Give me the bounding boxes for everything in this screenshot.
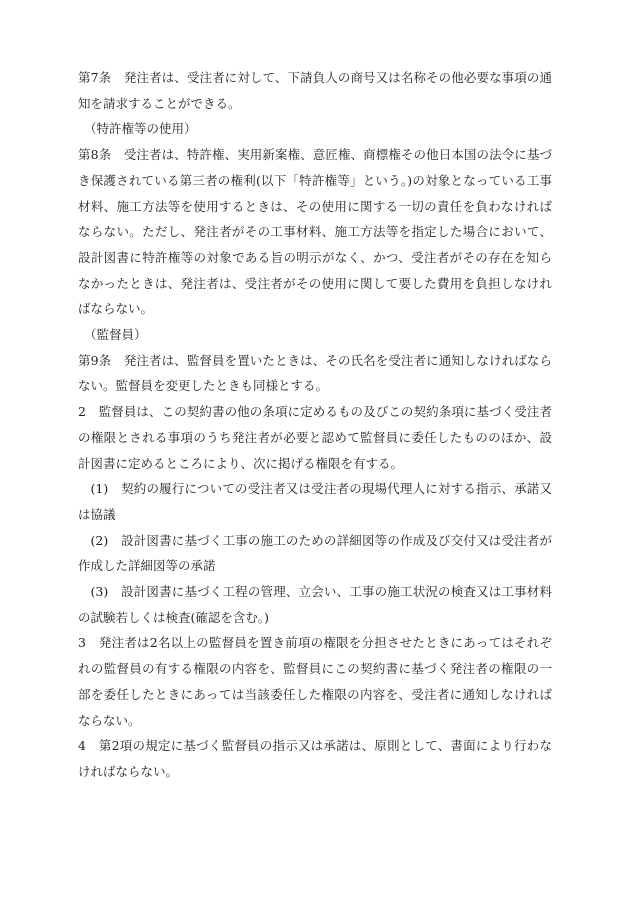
article-9-paragraph-2: 2 監督員は、この契約書の他の条項に定めるもの及びこの契約条項に基づく受注者の権限とされる事項のうち発注者が必要と認めて監督員に委任したもののほか、設計図書に定めるところにより、次に掲げる権限を有する。 bbox=[78, 404, 552, 471]
article-7-text: 第7条 発注者は、受注者に対して、下請負人の商号又は名称その他必要な事項の通知を請求することができる。 bbox=[78, 70, 552, 111]
article-9-paragraph-3: 3 発注者は2名以上の監督員を置き前項の権限を分担させたときにあってはそれぞれの監督員の有する権限の内容を、監督員にこの契約書に基づく発注者の権限の一部を委任したときにあっては当該委任した権限の内容を、受注者に通知しなければならない。 bbox=[78, 635, 552, 728]
article-9-item-3: (3) 設計図書に基づく工程の管理、立会い、工事の施工状況の検査又は工事材料の試験若しくは検査(確認を含む。) bbox=[78, 584, 552, 625]
article-9-heading: （監督員） bbox=[84, 327, 147, 343]
article-8-heading: （特許権等の使用） bbox=[84, 121, 197, 137]
article-9-item-2: (2) 設計図書に基づく工事の施工のための詳細図等の作成及び交付又は受注者が作成した詳細図等の承諾 bbox=[78, 532, 552, 574]
article-9-item-1: (1) 契約の履行についての受注者又は受注者の現場代理人に対する指示、承諾又は協議 bbox=[78, 481, 552, 522]
article-9-paragraph-4: 4 第2項の規定に基づく監督員の指示又は承諾は、原則として、書面により行わなければならない。 bbox=[78, 738, 552, 779]
article-9-text: 第9条 発注者は、監督員を置いたときは、その氏名を受注者に通知しなければならない。監督員を変更したときも同様とする。 bbox=[78, 352, 552, 394]
article-8-text: 第8条 受注者は、特許権、実用新案権、意匠権、商標権その他日本国の法令に基づき保護されている第三者の権利(以下「特許権等」という。)の対象となっている工事材料、施工方法等を使用するときは、その使用に関する一切の責任を負わなければならない。ただし、発注者がその工事材料、施工方法等を指定した場合において、設計図書に特許権等の対象である旨の明示がなく、かつ、受注者がその存在を知らなかったときは、発注者は、受注者がその使用に関して要した費用を負担しなければならない。 bbox=[78, 147, 552, 317]
